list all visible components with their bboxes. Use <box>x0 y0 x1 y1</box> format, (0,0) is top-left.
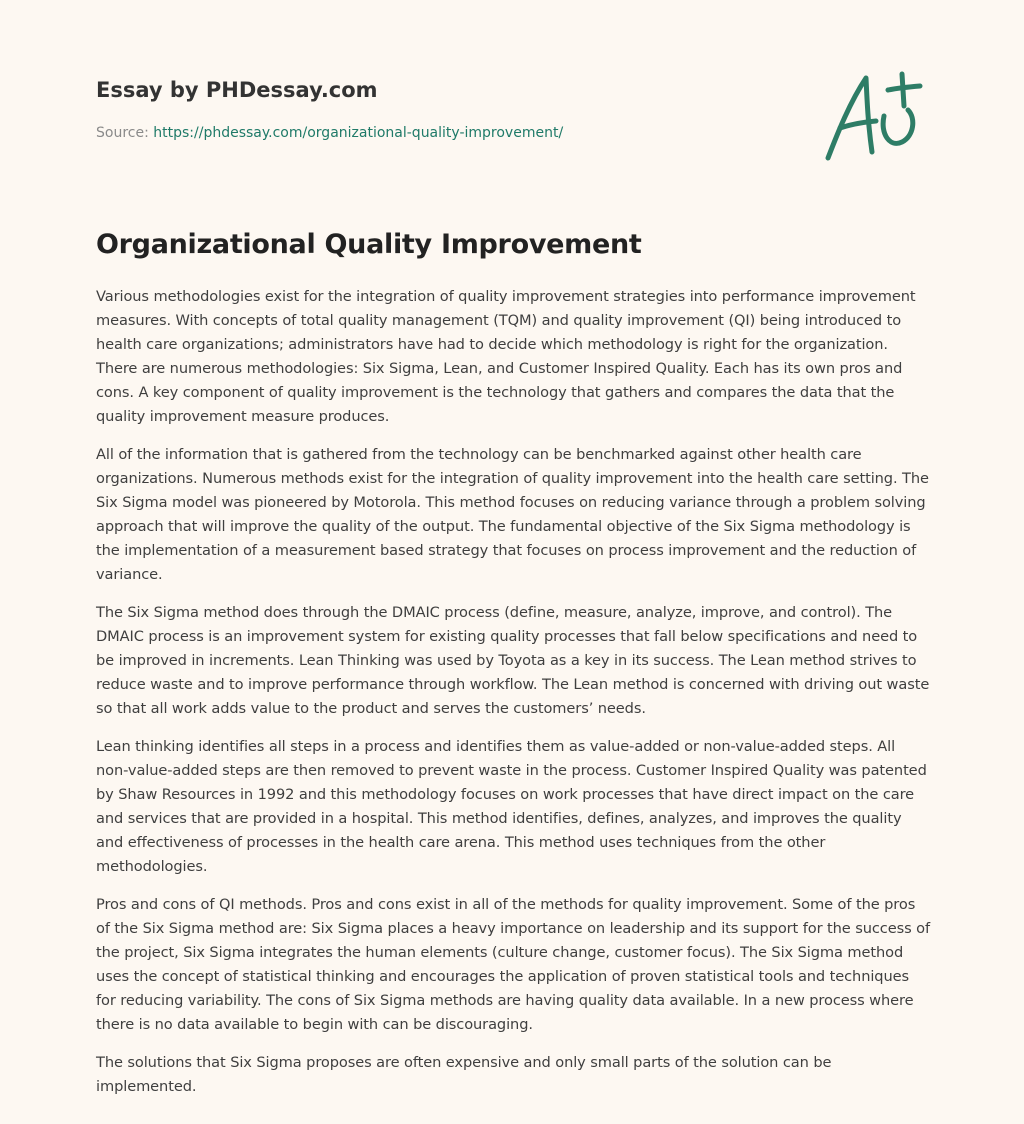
essay-body <box>96 285 930 1113</box>
paragraph: Lean thinking identifies all steps in a process and identifies them as value-added or non-value-added steps. All non-value-added steps are then removed to prevent waste in the process. Customer Inspired Quality was patented by Shaw Resources in 1992 and this methodology focuses on work processes that have direct impact on the care and services that are provided in a hospital. This method identifies, defines, analyzes, and improves the quality and effectiveness of processes in the health care arena. This method uses techniques from the other methodologies. <box>96 738 927 875</box>
paragraph: Various methodologies exist for the integration of quality improvement strategies into performance improvement measures. With concepts of total quality management (TQM) and quality improvement (QI) being introduced to health care organizations; administrators have had to decide which methodology is right for the organization. There are numerous methodologies: Six Sigma, Lean, and Customer Inspired Quality. Each has its own pros and cons. A key component of quality improvement is the technology that gathers and compares the data that the quality improvement measure produces. <box>96 288 916 425</box>
paragraph: Pros and cons of QI methods. Pros and cons exist in all of the methods for quality improvement. Some of the pros of the Six Sigma method are: Six Sigma places a heavy importance on leadership and its support for the success of the project, Six Sigma integrates the human elements (culture change, customer focus). The Six Sigma method uses the concept of statistical thinking and encourages the application of proven statistical tools and techniques for reducing variability. The cons of Six Sigma methods are having quality data available. In a new process where there is no data available to begin with can be discouraging. <box>96 896 930 1033</box>
essay-title: Organizational Quality Improvement <box>96 229 642 260</box>
paragraph: The Six Sigma method does through the DMAIC process (define, measure, analyze, improve, and control). The DMAIC process is an improvement system for existing quality processes that fall below specifications and need to be improved in increments. Lean Thinking was used by Toyota as a key in its success. The Lean method strives to reduce waste and to improve performance through workflow. The Lean method is concerned with driving out waste so that all work adds value to the product and serves the customers’ needs. <box>96 604 930 717</box>
source-label: Source: <box>96 125 154 141</box>
source-link[interactable]: https://phdessay.com/organizational-quality-improvement/ <box>153 125 564 141</box>
page-header <box>96 76 696 143</box>
paragraph: The solutions that Six Sigma proposes are often expensive and only small parts of the solution can be implemented. <box>96 1054 832 1095</box>
paragraph: All of the information that is gathered from the technology can be benchmarked against other health care organizations. Numerous methods exist for the integration of quality improvement into the health care setting. The Six Sigma model was pioneered by Motorola. This method focuses on reducing variance through a problem solving approach that will improve the quality of the output. The fundamental objective of the Six Sigma methodology is the implementation of a measurement based strategy that focuses on process improvement and the reduction of variance. <box>96 446 929 583</box>
a-plus-grade-icon <box>820 66 930 166</box>
site-name: Essay by PHDessay.com <box>96 78 378 102</box>
source-line <box>96 123 696 143</box>
